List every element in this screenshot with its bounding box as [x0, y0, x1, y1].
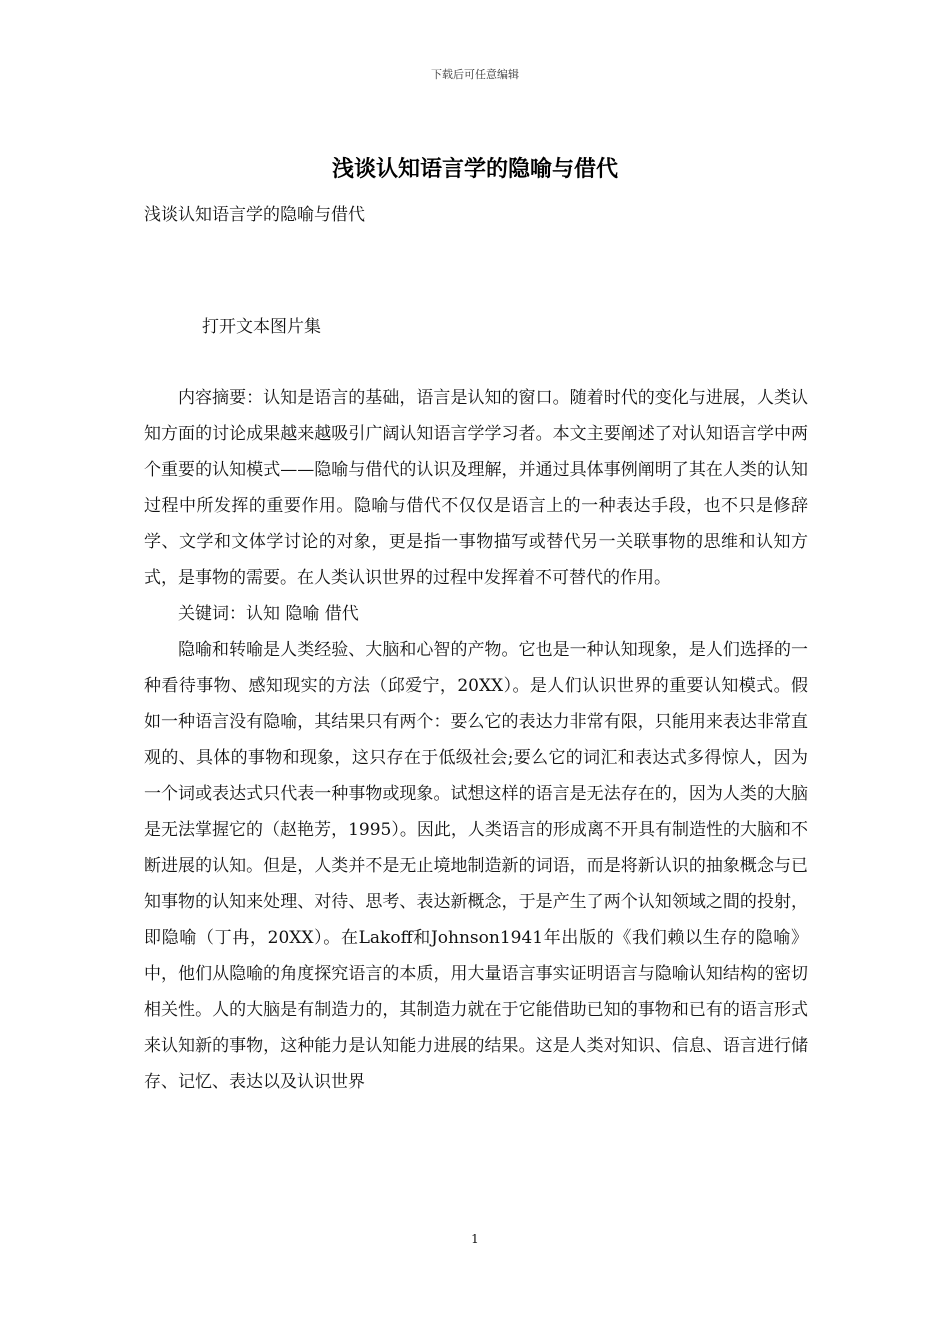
abstract-paragraph: 内容摘要：认知是语言的基础，语言是认知的窗口。随着时代的变化与进展，人类认知方面的讨论成果越来越吸引广阔认知语言学学习者。本文主要阐述了对认知语言学中两个重要的认知模式——隐喻与借代的认识及理解，并通过具体事例阐明了其在人类的认知过程中所发挥的重要作用。隐喻与借代不仅仅是语言上的一种表达手段，也不只是修辞学、文学和文体学讨论的对象，更是指一事物描写或替代另一关联事物的思维和认知方式，是事物的需要。在人类认识世界的过程中发挥着不可替代的作用。: [144, 388, 808, 588]
keywords-paragraph: 关键词：认知 隐喻 借代: [178, 604, 359, 624]
document-subtitle: 浅谈认知语言学的隐喻与借代: [144, 205, 365, 225]
page-number: 1: [471, 1232, 479, 1246]
document-body: [144, 380, 808, 1100]
open-image-gallery-link[interactable]: 打开文本图片集: [202, 317, 321, 337]
body-paragraph: 隐喻和转喻是人类经验、大脑和心智的产物。它也是一种认知现象，是人们选择的一种看待事物、感知现实的方法（邱爱宁，20XX）。是人们认识世界的重要认知模式。假如一种语言没有隐喻，其结果只有两个：要么它的表达力非常有限，只能用来表达非常直观的、具体的事物和现象，这只存在于低级社会;要么它的词汇和表达式多得惊人，因为一个词或表达式只代表一种事物或现象。试想这样的语言是无法存在的，因为人类的大脑是无法掌握它的（赵艳芳，1995）。因此，人类语言的形成离不开具有制造性的大脑和不断进展的认知。但是，人类并不是无止境地制造新的词语，而是将新认识的抽象概念与已知事物的认知来处理、对待、思考、表达新概念，于是产生了两个认知领域之間的投射，即隐喻（丁冉，20XX）。在Lakoff和Johnson1941年出版的《我们赖以生存的隐喻》中，他们从隐喻的角度探究语言的本质，用大量语言事实证明语言与隐喻认知结构的密切相关性。人的大脑是有制造力的，其制造力就在于它能借助已知的事物和已有的语言形式来认知新的事物，这种能力是认知能力进展的结果。这是人类对知识、信息、语言进行储存、记忆、表达以及认识世界: [144, 640, 808, 1092]
header-note: 下载后可任意编辑: [431, 68, 519, 81]
document-title: 浅谈认知语言学的隐喻与借代: [331, 156, 618, 182]
